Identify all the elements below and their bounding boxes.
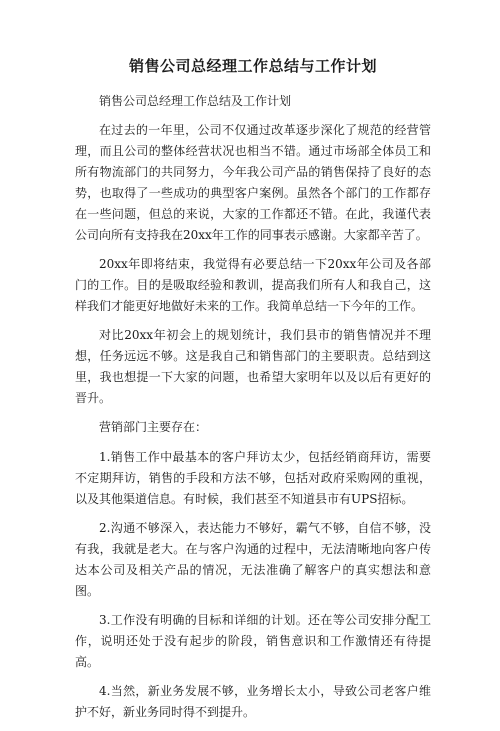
paragraph-issue-1: 1.销售工作中最基本的客户拜访太少，包括经销商拜访，需要不定期拜访，销售的手段和方法不够，包括对政府采购网的重视，以及其他渠道信息。有时候，我们甚至不知道县市有UPS招标。: [75, 450, 431, 506]
paragraph-issue-2: 2.沟通不够深入，表达能力不够好，霸气不够，自信不够，没有我，我就是老大。在与客户沟通的过程中，无法清晰地向客户传达本公司及相关产品的情况，无法准确了解客户的真实想法和意图。: [75, 521, 431, 598]
paragraph-issues-heading: 营销部门主要存在：: [99, 420, 208, 434]
document-title: 销售公司总经理工作总结与工作计划: [128, 57, 377, 75]
paragraph-summary-purpose: 20xx年即将结束，我觉得有必要总结一下20xx年公司及各部门的工作。目的是吸取经验和教训，提高我们所有人和我自己，这样我们才能更好地做好未来的工作。我简单总结一下今年的工作。: [75, 257, 431, 313]
paragraph-sales-review: 对比20xx年初会上的规划统计，我们县市的销售情况并不理想，任务远远不够。这是我自己和销售部门的主要职责。总结到这里，我也想提一下大家的问题，也希望大家明年以及以后有更好的晋升。: [75, 328, 431, 405]
document-subtitle: 销售公司总经理工作总结及工作计划: [99, 94, 292, 108]
paragraph-issue-3: 3.工作没有明确的目标和详细的计划。还在等公司安排分配工作，说明还处于没有起步的阶段，销售意识和工作激情还有待提高。: [75, 613, 431, 669]
document-page: [75, 56, 431, 731]
paragraph-intro: 在过去的一年里，公司不仅通过改革逐步深化了规范的经营管理，而且公司的整体经营状况也相当不错。通过市场部全体员工和所有物流部门的共同努力，今年我公司产品的销售保持了良好的态势，也取得了一些成功的典型客户案例。虽然各个部门的工作都存在一些问题，但总的来说，大家的工作都还不错。在此，我谨代表公司向所有支持我在20xx年工作的同事表示感谢。大家都辛苦了。: [75, 123, 431, 242]
paragraph-issue-4: 4.当然，新业务发展不够，业务增长太小，导致公司老客户维护不好，新业务同时得不到提升。: [75, 684, 431, 719]
